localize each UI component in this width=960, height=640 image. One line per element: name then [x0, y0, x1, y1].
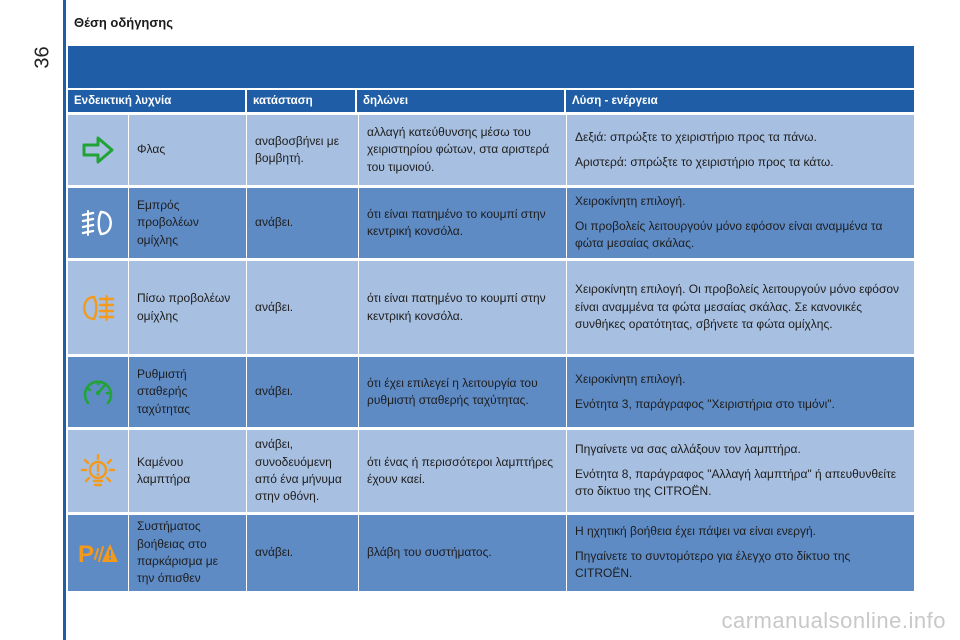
lamp-name: Εμπρός προβολέων ομίχλης: [129, 188, 246, 258]
lamp-name: Καμένου λαμπτήρα: [129, 430, 246, 512]
lamp-name: Πίσω προβολέων ομίχλης: [129, 261, 246, 354]
table-row: [68, 430, 914, 512]
table-header-row: [68, 90, 914, 112]
lamp-name: Ρυθμιστή σταθερής ταχύτητας: [129, 357, 246, 427]
header-state: κατάσταση: [247, 90, 357, 112]
header-action: Λύση - ενέργεια: [572, 95, 658, 107]
lamp-state: ανάβει.: [247, 515, 358, 591]
lamp-state: αναβοσβήνει με βομβητή.: [247, 115, 358, 185]
rear-fog-lamp-icon: [68, 261, 128, 354]
table-top-band: [68, 46, 914, 88]
watermark: carmanualsonline.info: [721, 608, 946, 633]
table-row: [68, 515, 914, 591]
lamp-meaning: βλάβη του συστήματος.: [359, 515, 566, 591]
lamp-meaning: ότι ένας ή περισσότεροι λαμπτήρες έχουν καεί.: [359, 430, 566, 512]
header-meaning: δηλώνει: [357, 90, 566, 112]
front-fog-lamp-icon: [68, 188, 128, 258]
warning-lamp-table: [68, 46, 914, 591]
lamp-action: Χειροκίνητη επιλογή. Οι προβολείς λειτουργούν μόνο εφόσον είναι αναμμένα τα φώτα μεσαίας σκάλας.: [567, 188, 914, 258]
table-row: [68, 115, 914, 185]
lamp-name: Συστήματος βοήθειας στο παρκάρισμα με την όπισθεν: [129, 515, 246, 591]
speed-limiter-icon: [68, 357, 128, 427]
left-margin-rule: [63, 0, 66, 640]
lamp-action: Η ηχητική βοήθεια έχει πάψει να είναι ενεργή. Πηγαίνετε το συντομότερο για έλεγχο στο δίκτυο της CITROËN.: [567, 515, 914, 591]
table-row: [68, 261, 914, 354]
lamp-action: Χειροκίνητη επιλογή. Οι προβολείς λειτουργούν μόνο εφόσον είναι αναμμένα τα φώτα μεσαίας σκάλας. Σε κανονικές συνθήκες ορατότητας, σβήνετε τα φώτα ομίχλης.: [567, 261, 914, 354]
page-number: 36: [31, 46, 54, 69]
lamp-meaning: ότι είναι πατημένο το κουμπί στην κεντρική κονσόλα.: [359, 188, 566, 258]
lamp-state: ανάβει.: [247, 261, 358, 354]
lamp-action: Πηγαίνετε να σας αλλάξουν τον λαμπτήρα. Ενότητα 8, παράγραφος "Αλλαγή λαμπτήρα" ή απευθυνθείτε στο δίκτυο της CITROËN.: [567, 430, 914, 512]
lamp-meaning: ότι έχει επιλεγεί η λειτουργία του ρυθμιστή σταθερής ταχύτητας.: [359, 357, 566, 427]
lamp-state: ανάβει.: [247, 188, 358, 258]
section-title: Θέση οδήγησης: [74, 15, 173, 30]
lamp-action: Δεξιά: σπρώξτε το χειριστήριο προς τα πάνω. Αριστερά: σπρώξτε το χειριστήριο προς τα κάτω.: [567, 115, 914, 185]
table-row: [68, 188, 914, 258]
lamp-meaning: ότι είναι πατημένο το κουμπί στην κεντρική κονσόλα.: [359, 261, 566, 354]
svg-text:P: P: [78, 541, 95, 567]
parking-sensor-fault-icon: [68, 515, 128, 591]
lamp-action: Χειροκίνητη επιλογή. Ενότητα 3, παράγραφος "Χειριστήρια στο τιμόνι".: [567, 357, 914, 427]
table-row: [68, 357, 914, 427]
lamp-meaning: αλλαγή κατεύθυνσης μέσω του χειριστηρίου φώτων, στα αριστερά του τιμονιού.: [359, 115, 566, 185]
bulb-failure-icon: [68, 430, 128, 512]
lamp-state: ανάβει, συνοδευόμενη από ένα μήνυμα στην οθόνη.: [247, 430, 358, 512]
turn-signal-arrow-icon: [68, 115, 128, 185]
lamp-state: ανάβει.: [247, 357, 358, 427]
header-indicator: Ενδεικτική λυχνία: [68, 90, 247, 112]
lamp-name: Φλας: [129, 115, 246, 185]
